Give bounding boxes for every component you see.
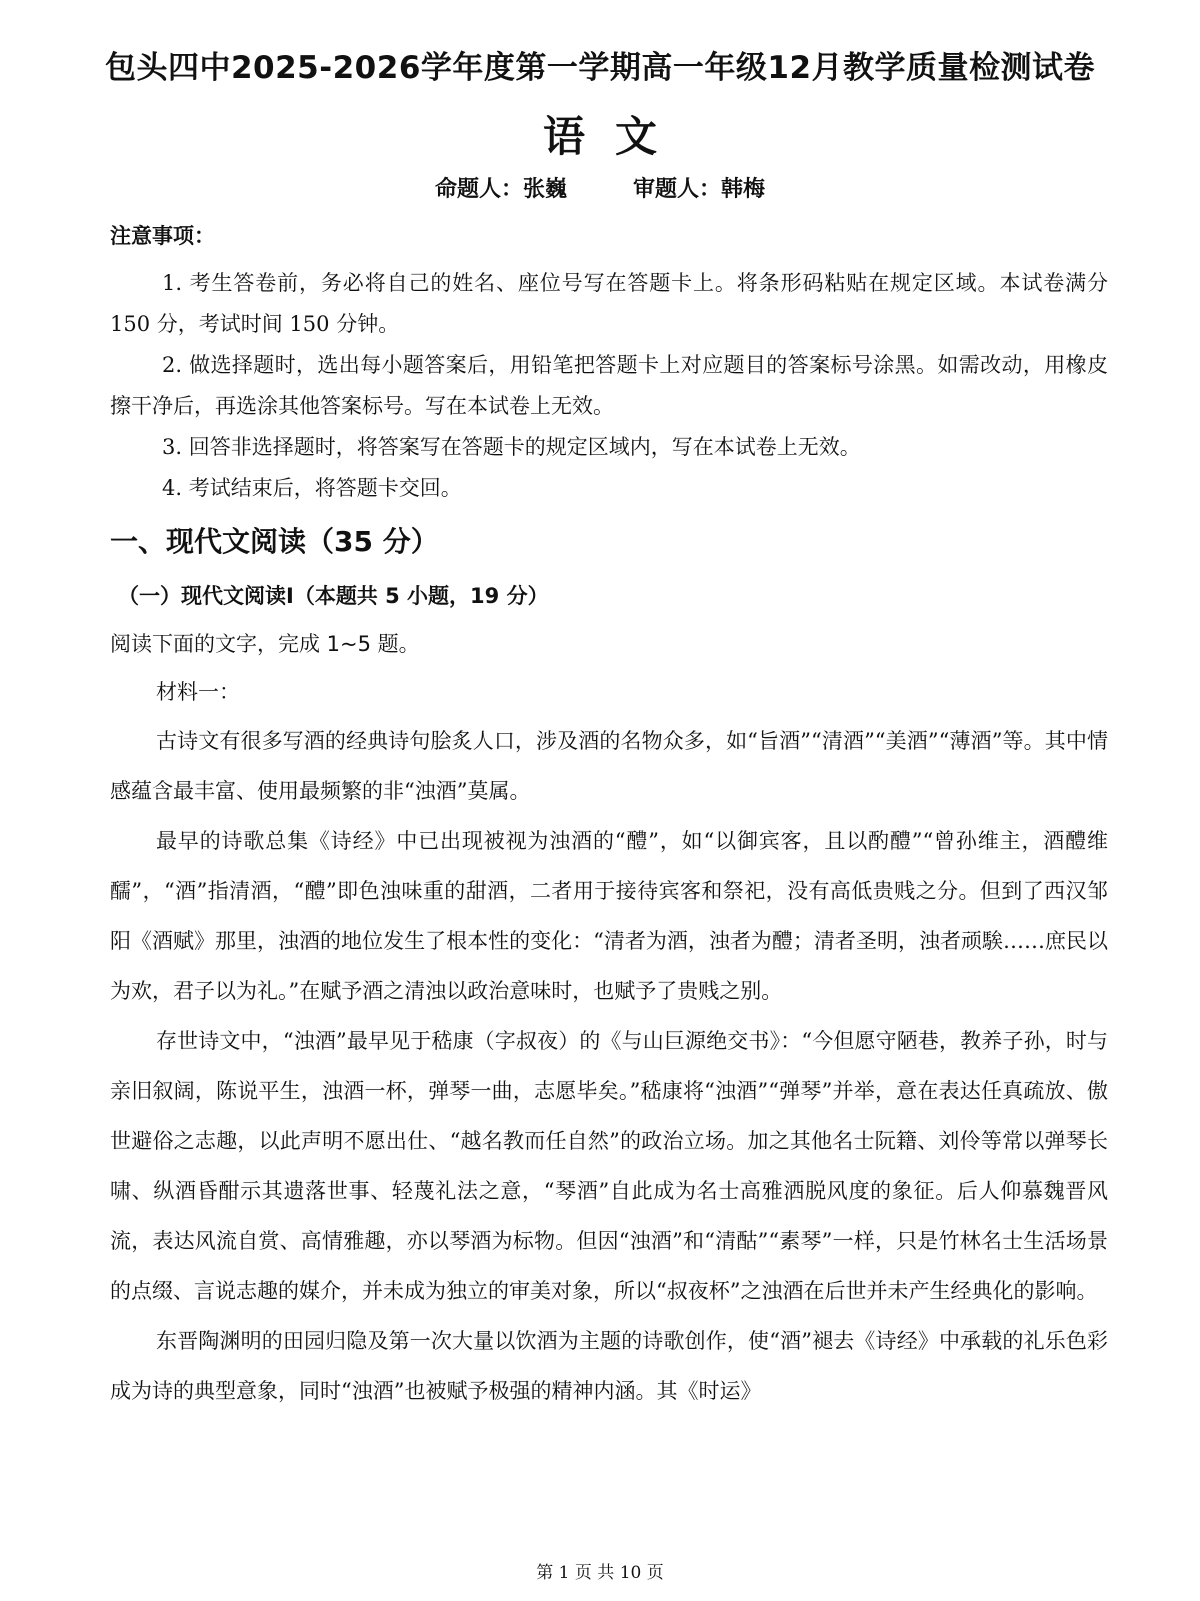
exam-title: 包头四中2025-2026学年度第一学期高一年级12月教学质量检测试卷 [104,50,1096,86]
passage-paragraph: 东晋陶渊明的田园归隐及第一次大量以饮酒为主题的诗歌创作，使“酒”褪去《诗经》中承载的礼乐色彩成为诗的典型意象，同时“浊酒”也被赋予极强的精神内涵。其《时运》 [110,1329,1108,1403]
passage-paragraph: 存世诗文中，“浊酒”最早见于嵇康（字叔夜）的《与山巨源绝交书》：“今但愿守陋巷，教养子孙，时与亲旧叙阔，陈说平生，浊酒一杯，弹琴一曲，志愿毕矣。”嵇康将“浊酒”“弹琴”并举，意在表达任真疏放、傲世避俗之志趣，以此声明不愿出仕、“越名教而任自然”的政治立场。加之其他名士阮籍、刘伶等常以弹琴长啸、纵酒昏酣示其遗落世事、轻蔑礼法之意，“琴酒”自此成为名士高雅洒脱风度的象征。后人仰慕魏晋风流，表达风流自赏、高情雅趣，亦以琴酒为标物。但因“浊酒”和“清酤”“素琴”一样，只是竹林名士生活场景的点缀、言说志趣的媒介，并未成为独立的审美对象，所以“叔夜杯”之浊酒在后世并未产生经典化的影响。 [110,1029,1108,1303]
subject-title: 语文 [542,112,687,161]
note-item: 3. 回答非选择题时，将答案写在答题卡的规定区域内，写在本试卷上无效。 [162,435,861,459]
page-footer: 第 1 页 共 10 页 [536,1563,664,1583]
note-item: 1. 考生答卷前，务必将自己的姓名、座位号写在答题卡上。将条形码粘贴在规定区域。本试卷满分 150 分，考试时间 150 分钟。 [110,271,1108,336]
section-heading: 一、现代文阅读（35 分） [110,525,439,558]
note-item: 2. 做选择题时，选出每小题答案后，用铅笔把答题卡上对应题目的答案标号涂黑。如需改动，用橡皮擦干净后，再选涂其他答案标号。写在本试卷上无效。 [110,353,1108,418]
notes-heading: 注意事项： [110,224,215,248]
authors-line: 命题人：张巍 审题人：韩梅 [434,177,765,202]
passage-paragraph: 最早的诗歌总集《诗经》中已出现被视为浊酒的“醴”，如“以御宾客，且以酌醴”“曾孙维主，酒醴维醹”，“酒”指清酒，“醴”即色浊味重的甜酒，二者用于接待宾客和祭祀，没有高低贵贱之分。但到了西汉邹阳《酒赋》那里，浊酒的地位发生了根本性的变化：“清者为酒，浊者为醴；清者圣明，浊者顽騃……庶民以为欢，君子以为礼。”在赋予酒之清浊以政治意味时，也赋予了贵贱之别。 [110,829,1108,1003]
note-item: 4. 考试结束后，将答题卡交回。 [162,476,462,500]
notes-list [110,263,1108,509]
reading-instruction: 阅读下面的文字，完成 1~5 题。 [110,632,420,656]
reading-passage [110,716,1108,1416]
material-label: 材料一： [156,680,240,704]
passage-paragraph: 古诗文有很多写酒的经典诗句脍炙人口，涉及酒的名物众多，如“旨酒”“清酒”“美酒”“薄酒”等。其中情感蕴含最丰富、使用最频繁的非“浊酒”莫属。 [110,729,1108,803]
subsection-heading: （一）现代文阅读Ⅰ（本题共 5 小题，19 分） [118,584,549,608]
